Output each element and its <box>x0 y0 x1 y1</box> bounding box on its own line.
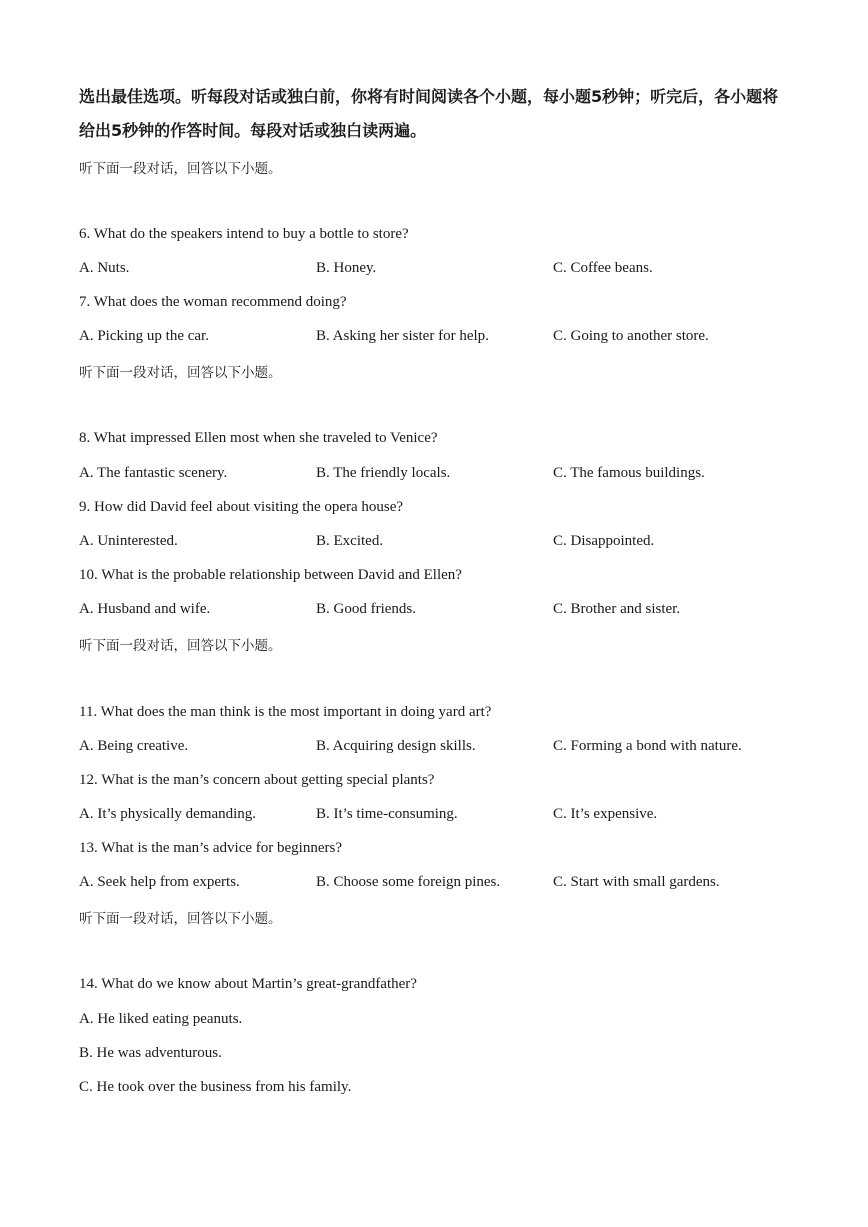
question-14-stem: 14. What do we know about Martin’s great-grandfather? <box>79 976 417 992</box>
question-7-stem: 7. What does the woman recommend doing? <box>79 294 347 310</box>
question-6-option-b: B. Honey. <box>316 260 377 276</box>
section-instructions: 选出最佳选项。听每段对话或独白前，你将有时间阅读各个小题，每小题5秒钟；听完后，各小题将给出5秒钟的作答时间。每段对话或独白读两遍。 <box>79 87 779 140</box>
section-note: 听下面一段对话，回答以下小题。 <box>79 638 282 654</box>
question-6-option-a: A. Nuts. <box>79 260 130 276</box>
question-8-option-b: B. The friendly locals. <box>316 465 451 481</box>
question-6-option-c: C. Coffee beans. <box>553 260 653 276</box>
section-note: 听下面一段对话，回答以下小题。 <box>79 365 282 381</box>
question-12-option-a: A. It’s physically demanding. <box>79 806 257 822</box>
question-10-stem: 10. What is the probable relationship between David and Ellen? <box>79 567 462 583</box>
question-14-option-b: B. He was adventurous. <box>79 1045 222 1061</box>
question-11-stem: 11. What does the man think is the most important in doing yard art? <box>79 704 492 720</box>
question-11-option-c: C. Forming a bond with nature. <box>553 738 742 754</box>
question-7-option-b: B. Asking her sister for help. <box>316 328 489 344</box>
question-9-option-b: B. Excited. <box>316 533 384 549</box>
question-13-stem: 13. What is the man’s advice for beginners? <box>79 840 342 856</box>
question-11-option-a: A. Being creative. <box>79 738 189 754</box>
question-13-option-c: C. Start with small gardens. <box>553 874 720 890</box>
section-note: 听下面一段对话，回答以下小题。 <box>79 161 282 177</box>
question-14-option-c: C. He took over the business from his family. <box>79 1079 352 1095</box>
question-10-option-b: B. Good friends. <box>316 601 416 617</box>
question-9-stem: 9. How did David feel about visiting the opera house? <box>79 499 404 515</box>
question-10-option-c: C. Brother and sister. <box>553 601 681 617</box>
question-12-option-c: C. It’s expensive. <box>553 806 658 822</box>
question-6-stem: 6. What do the speakers intend to buy a bottle to store? <box>79 226 409 242</box>
question-14-option-a: A. He liked eating peanuts. <box>79 1011 243 1027</box>
question-10-option-a: A. Husband and wife. <box>79 601 211 617</box>
question-13-option-a: A. Seek help from experts. <box>79 874 240 890</box>
section-note: 听下面一段对话，回答以下小题。 <box>79 911 282 927</box>
question-8-stem: 8. What impressed Ellen most when she traveled to Venice? <box>79 430 438 446</box>
question-8-option-c: C. The famous buildings. <box>553 465 705 481</box>
question-11-option-b: B. Acquiring design skills. <box>316 738 476 754</box>
question-8-option-a: A. The fantastic scenery. <box>79 465 228 481</box>
question-12-option-b: B. It’s time-consuming. <box>316 806 458 822</box>
question-7-option-a: A. Picking up the car. <box>79 328 209 344</box>
question-12-stem: 12. What is the man’s concern about getting special plants? <box>79 772 435 788</box>
question-13-option-b: B. Choose some foreign pines. <box>316 874 501 890</box>
question-7-option-c: C. Going to another store. <box>553 328 709 344</box>
question-9-option-c: C. Disappointed. <box>553 533 655 549</box>
question-9-option-a: A. Uninterested. <box>79 533 178 549</box>
